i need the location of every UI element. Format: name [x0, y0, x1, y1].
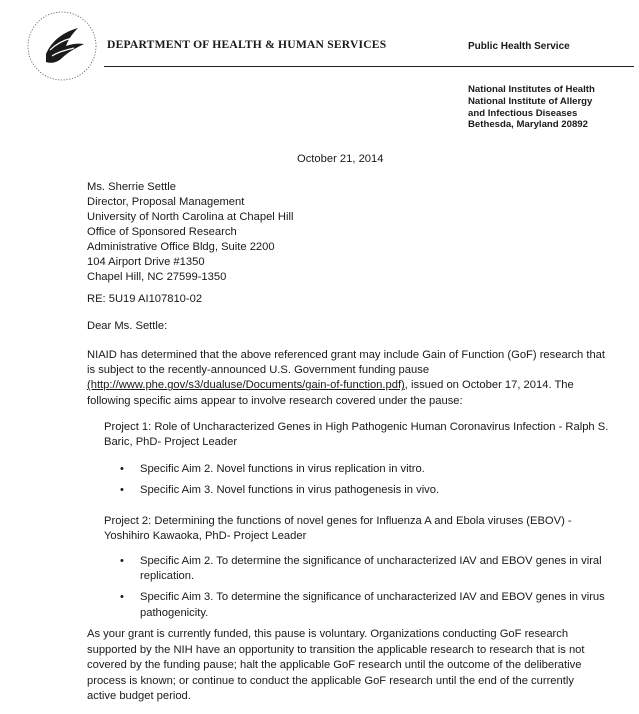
letter-date: October 21, 2014 — [297, 153, 384, 165]
paragraph-line: is subject to the recently-announced U.S. Government funding pause — [87, 364, 430, 377]
list-item — [118, 483, 439, 498]
reference-line: RE: 5U19 AI107810-02 — [87, 293, 203, 305]
hhs-seal-logo — [26, 10, 98, 82]
bullet-icon: • — [120, 463, 124, 475]
project-1-heading — [104, 420, 608, 450]
recipient-line: University of North Carolina at Chapel Hill — [87, 211, 294, 223]
pause-policy-link[interactable]: (http://www.phe.gov/s3/dualuse/Documents/gain-of-function.pdf) — [87, 379, 405, 392]
department-name: DEPARTMENT OF HEALTH & HUMAN SERVICES — [107, 38, 387, 51]
recipient-line: Office of Sponsored Research — [87, 226, 237, 238]
project-2-aims — [118, 554, 605, 627]
office-line: and Infectious Diseases — [468, 107, 578, 119]
body-paragraph-1 — [87, 348, 617, 409]
bullet-icon: • — [120, 555, 124, 567]
paragraph-line: following specific aims appear to involve research covered under the pause: — [87, 394, 463, 407]
office-address — [468, 84, 595, 131]
recipient-line: Ms. Sherrie Settle — [87, 181, 176, 193]
paragraph-line — [87, 378, 617, 393]
list-item — [118, 554, 605, 584]
body-paragraph-2 — [87, 627, 585, 705]
recipient-line: Administrative Office Bldg, Suite 2200 — [87, 241, 275, 253]
project-line: Yoshihiro Kawaoka, PhD- Project Leader — [104, 530, 307, 543]
bullet-icon: • — [120, 484, 124, 497]
project-2-heading — [104, 514, 572, 544]
office-line: National Institute of Allergy — [468, 95, 593, 107]
aim-text: Specific Aim 3. Novel functions in virus pathogenesis in vivo. — [140, 484, 440, 497]
aim-text: Specific Aim 2. Novel functions in virus replication in vitro. — [140, 463, 425, 475]
paragraph-line: NIAID has determined that the above referenced grant may include Gain of Function (GoF) research that — [87, 349, 606, 361]
paragraph-line: supported by the NIH have an opportunity to transition the applicable research to research that is not — [87, 643, 585, 656]
recipient-line: Director, Proposal Management — [87, 196, 245, 208]
aim-text: pathogenicity. — [140, 606, 209, 619]
list-item — [118, 462, 439, 477]
paragraph-line: As your grant is currently funded, this pause is voluntary. Organizations conducting GoF research — [87, 628, 569, 640]
paragraph-line: process is known; or continue to conduct the applicable GoF research until the end of the currently — [87, 674, 574, 687]
letterhead-rule — [104, 66, 634, 67]
bullet-icon: • — [120, 591, 124, 604]
recipient-line: Chapel Hill, NC 27599-1350 — [87, 271, 227, 283]
project-line: Project 2: Determining the functions of novel genes for Influenza A and Ebola viruses (EBOV) - — [104, 515, 572, 527]
recipient-line: 104 Airport Drive #1350 — [87, 256, 205, 268]
salutation: Dear Ms. Settle: — [87, 320, 168, 332]
aim-text: Specific Aim 2. To determine the significance of uncharacterized IAV and EBOV genes in viral — [140, 555, 602, 567]
project-1-aims — [118, 462, 439, 504]
office-line: National Institutes of Health — [468, 84, 595, 95]
aim-text: Specific Aim 3. To determine the significance of uncharacterized IAV and EBOV genes in virus — [140, 591, 605, 604]
paragraph-line: active budget period. — [87, 690, 191, 702]
paragraph-text: , issued on October 17, 2014. The — [404, 379, 574, 392]
service-name: Public Health Service — [468, 41, 570, 52]
office-line: Bethesda, Maryland 20892 — [468, 119, 588, 131]
list-item — [118, 590, 605, 620]
project-line: Baric, PhD- Project Leader — [104, 436, 238, 449]
project-line: Project 1: Role of Uncharacterized Genes in High Pathogenic Human Coronavirus Infection - Ralph S. — [104, 421, 609, 433]
paragraph-line: covered by the funding pause; halt the applicable GoF research until the outcome of the deliberative — [87, 659, 582, 671]
recipient-address — [87, 180, 293, 285]
aim-text: replication. — [140, 570, 195, 583]
